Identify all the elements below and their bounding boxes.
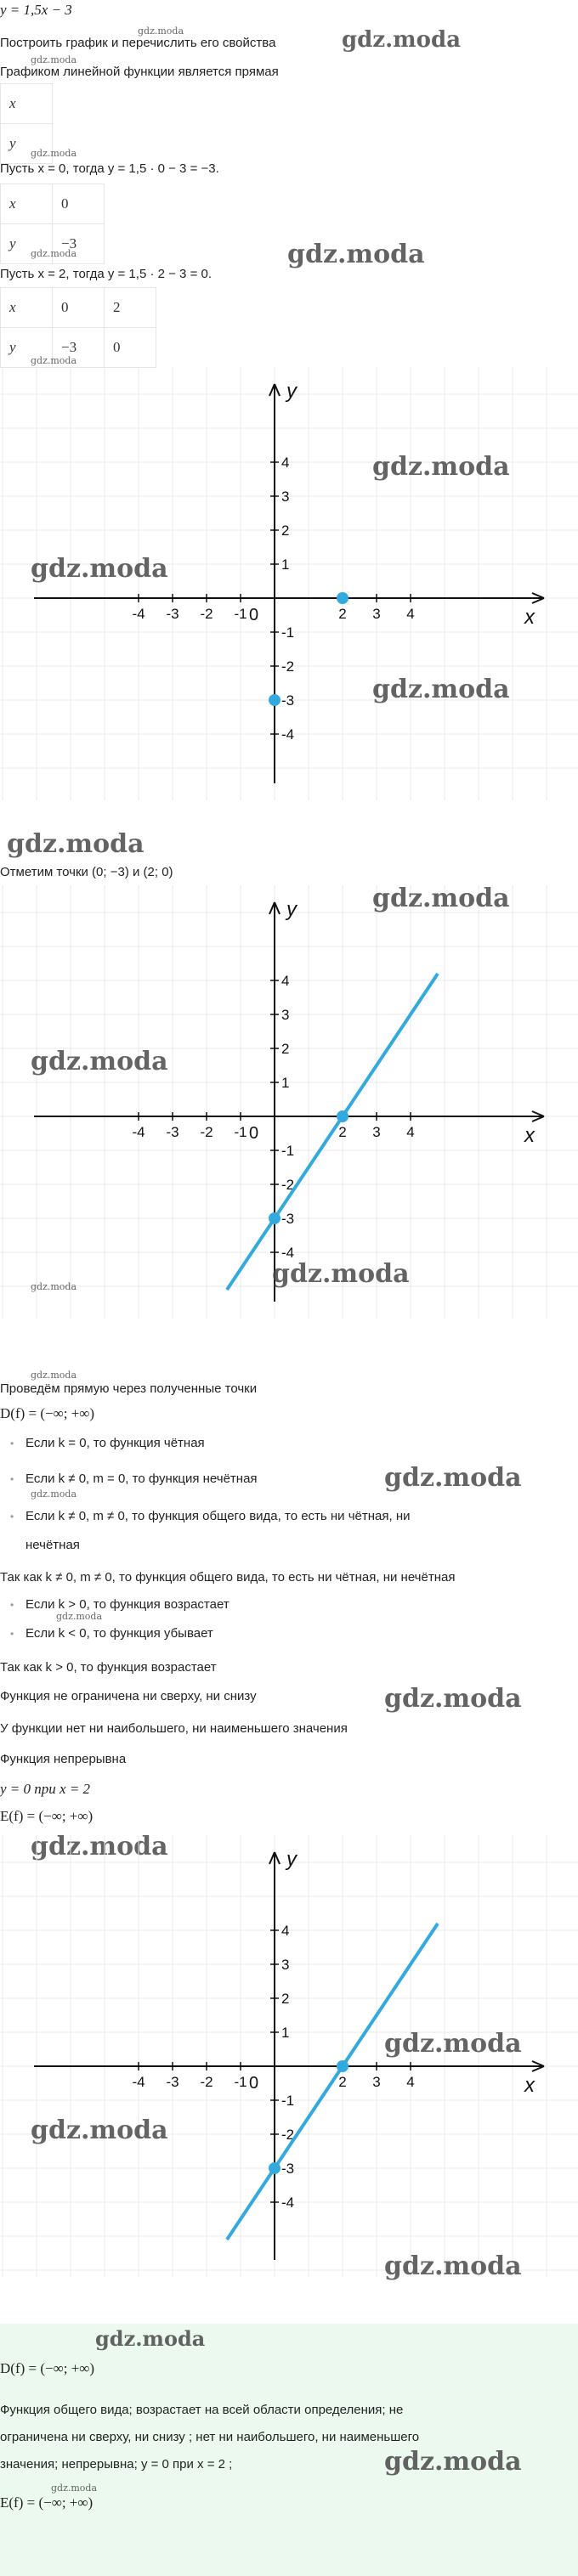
summary-range: E(f) = (−∞; +∞) <box>0 2494 94 2511</box>
y-axis-label: y <box>286 380 297 403</box>
y-tick-label: -4 <box>281 726 295 743</box>
domain-text: D(f) = (−∞; +∞) <box>0 1405 95 1421</box>
y-axis-label: y <box>286 898 297 921</box>
range-text: E(f) = (−∞; +∞) <box>0 1808 94 1824</box>
y-tick-label: -2 <box>281 658 295 675</box>
watermark: gdz.moda <box>384 2447 522 2477</box>
table-cell: −3 <box>53 328 105 368</box>
table-cell: x <box>1 84 53 124</box>
watermark: gdz.moda <box>31 54 77 65</box>
step-two: Пусть x = 2, тогда y = 1,5 · 2 − 3 = 0. <box>0 267 212 281</box>
graph-with-line <box>0 885 578 1319</box>
watermark: gdz.moda <box>342 27 462 53</box>
y-tick-label: -1 <box>281 2093 295 2109</box>
y-tick-label: 1 <box>281 556 290 573</box>
table-cell: 0 <box>53 184 105 224</box>
watermark: gdz.moda <box>31 2116 168 2145</box>
y-tick-label: 3 <box>281 489 290 505</box>
x-tick-label: -1 <box>234 1124 247 1140</box>
watermark: gdz.moda <box>31 248 77 259</box>
intro-text: Графиком линейной функции является прямая <box>0 65 279 79</box>
x-tick-label: -3 <box>166 2074 179 2090</box>
draw-line-text: Проведём прямую через полученные точки <box>0 1381 258 1396</box>
summary-line: Функция общего вида; возрастает на всей области определения; не <box>0 2403 404 2417</box>
watermark: gdz.moda <box>31 554 168 584</box>
task-text: Построить график и перечислить его свойства <box>0 36 276 50</box>
watermark: gdz.moda <box>31 148 77 159</box>
y-tick-label: 3 <box>281 1007 290 1023</box>
x-tick-label: 2 <box>338 2074 347 2090</box>
point-0-minus3 <box>269 1212 280 1224</box>
y-tick-label: 2 <box>281 523 290 539</box>
case-text: Если k ≠ 0, m = 0, то функция нечётная <box>26 1472 258 1486</box>
value-table-two <box>0 287 156 368</box>
watermark: gdz.moda <box>384 2029 522 2059</box>
origin-label: 0 <box>249 2074 259 2093</box>
x-tick-label: -3 <box>166 1124 179 1140</box>
y-tick-label: -4 <box>281 2195 295 2211</box>
point-0-minus3 <box>269 2162 280 2174</box>
watermark: gdz.moda <box>31 355 77 366</box>
graph-points-only <box>0 367 578 800</box>
list-item <box>12 1436 205 1450</box>
x-tick-label: 3 <box>372 1124 381 1140</box>
watermark: gdz.moda <box>372 452 510 482</box>
x-tick-label: 2 <box>338 606 347 622</box>
x-tick-label: 2 <box>338 1124 347 1140</box>
y-tick-label: -4 <box>281 1245 295 1261</box>
watermark: gdz.moda <box>7 829 144 859</box>
table-cell: 0 <box>53 288 105 328</box>
x-tick-label: -3 <box>166 606 179 622</box>
list-item <box>12 1626 213 1641</box>
x-tick-label: 4 <box>406 606 415 622</box>
summary-domain: D(f) = (−∞; +∞) <box>0 2360 95 2376</box>
point-2-0 <box>337 2060 348 2072</box>
x-tick-label: -2 <box>200 606 213 622</box>
y-tick-label: -1 <box>281 624 295 641</box>
y-tick-label: -3 <box>281 1211 295 1227</box>
y-tick-label: 4 <box>281 1923 290 1939</box>
point-2-0 <box>337 1110 348 1122</box>
x-axis-label: x <box>524 2074 535 2097</box>
x-tick-label: 4 <box>406 2074 415 2090</box>
watermark: gdz.moda <box>31 1832 168 1861</box>
y-tick-label: 1 <box>281 2025 290 2041</box>
origin-label: 0 <box>249 1124 259 1143</box>
watermark: gdz.moda <box>31 1281 77 1292</box>
watermark: gdz.moda <box>272 1259 410 1289</box>
equation: y = 1,5x − 3 <box>0 2 72 18</box>
case-text: Если k ≠ 0, m ≠ 0, то функция общего вида, то есть ни чётная, ни <box>26 1509 411 1523</box>
watermark: gdz.moda <box>138 25 184 37</box>
continuity-text: Функция непрерывна <box>0 1752 127 1766</box>
watermark: gdz.moda <box>51 2483 98 2494</box>
x-tick-label: -4 <box>132 1124 145 1140</box>
table-cell: x <box>1 184 53 224</box>
case-text: Если k < 0, то функция убывает <box>26 1626 213 1641</box>
origin-label: 0 <box>249 606 259 624</box>
table-cell: y <box>1 328 53 368</box>
x-axis-label: x <box>524 606 535 629</box>
step-one: Пусть x = 0, тогда y = 1,5 · 0 − 3 = −3. <box>0 161 219 176</box>
table-cell: −3 <box>53 224 105 264</box>
x-tick-label: -2 <box>200 1124 213 1140</box>
case-text-continued: нечётная <box>26 1538 80 1552</box>
x-tick-label: 4 <box>406 1124 415 1140</box>
y-axis-label: y <box>286 1848 297 1871</box>
watermark: gdz.moda <box>384 1463 522 1493</box>
watermark: gdz.moda <box>31 1370 77 1381</box>
mark-points-text: Отметим точки (0; −3) и (2; 0) <box>0 865 173 879</box>
extrema-text: У функции нет ни наибольшего, ни наименьшего значения <box>0 1721 348 1736</box>
table-cell: y <box>1 124 53 164</box>
table-cell: 0 <box>105 328 156 368</box>
x-tick-label: -4 <box>132 606 145 622</box>
y-tick-label: 4 <box>281 973 290 989</box>
list-item <box>12 1597 230 1612</box>
y-tick-label: 1 <box>281 1075 290 1091</box>
watermark: gdz.moda <box>384 1684 522 1714</box>
watermark: gdz.moda <box>95 2326 206 2351</box>
y-tick-label: 2 <box>281 1991 290 2007</box>
bounds-text: Функция не ограничена ни сверху, ни снизу <box>0 1689 257 1703</box>
parity-conclusion: Так как k ≠ 0, m ≠ 0, то функция общего вида, то есть ни чётная, ни нечётная <box>0 1570 456 1585</box>
y-tick-label: -1 <box>281 1143 295 1159</box>
watermark: gdz.moda <box>56 1611 103 1622</box>
x-tick-label: -2 <box>200 2074 213 2090</box>
x-axis-label: x <box>524 1124 535 1147</box>
watermark: gdz.moda <box>384 2251 522 2281</box>
case-text: Если k = 0, то функция чётная <box>26 1436 205 1450</box>
case-text: Если k > 0, то функция возрастает <box>26 1597 230 1612</box>
list-item <box>12 1509 411 1523</box>
list-item <box>12 1472 258 1486</box>
point-2-0 <box>337 592 348 604</box>
x-tick-label: -1 <box>234 2074 247 2090</box>
y-tick-label: 3 <box>281 1957 290 1973</box>
table-cell: 2 <box>105 288 156 328</box>
y-tick-label: 2 <box>281 1041 290 1057</box>
x-tick-label: 3 <box>372 606 381 622</box>
x-tick-label: -4 <box>132 2074 145 2090</box>
y-tick-label: -2 <box>281 2127 295 2143</box>
watermark: gdz.moda <box>372 675 510 704</box>
summary-line: ограничена ни сверху, ни снизу ; нет ни наибольшего, ни наименьшего <box>0 2430 420 2444</box>
x-tick-label: -1 <box>234 606 247 622</box>
x-tick-label: 3 <box>372 2074 381 2090</box>
summary-line: значения; непрерывна; y = 0 при x = 2 ; <box>0 2457 233 2471</box>
table-cell: y <box>1 224 53 264</box>
point-0-minus3 <box>269 694 280 706</box>
watermark: gdz.moda <box>31 1489 77 1500</box>
monotonic-conclusion: Так как k > 0, то функция возрастает <box>0 1660 217 1675</box>
y-tick-label: -3 <box>281 692 295 709</box>
y-tick-label: -3 <box>281 2161 295 2177</box>
y-tick-label: 4 <box>281 455 290 471</box>
zero-text: y = 0 при x = 2 <box>0 1781 91 1797</box>
y-tick-label: -2 <box>281 1177 295 1193</box>
watermark: gdz.moda <box>31 1047 168 1076</box>
watermark: gdz.moda <box>287 240 425 269</box>
watermark: gdz.moda <box>372 884 510 913</box>
table-cell: x <box>1 288 53 328</box>
